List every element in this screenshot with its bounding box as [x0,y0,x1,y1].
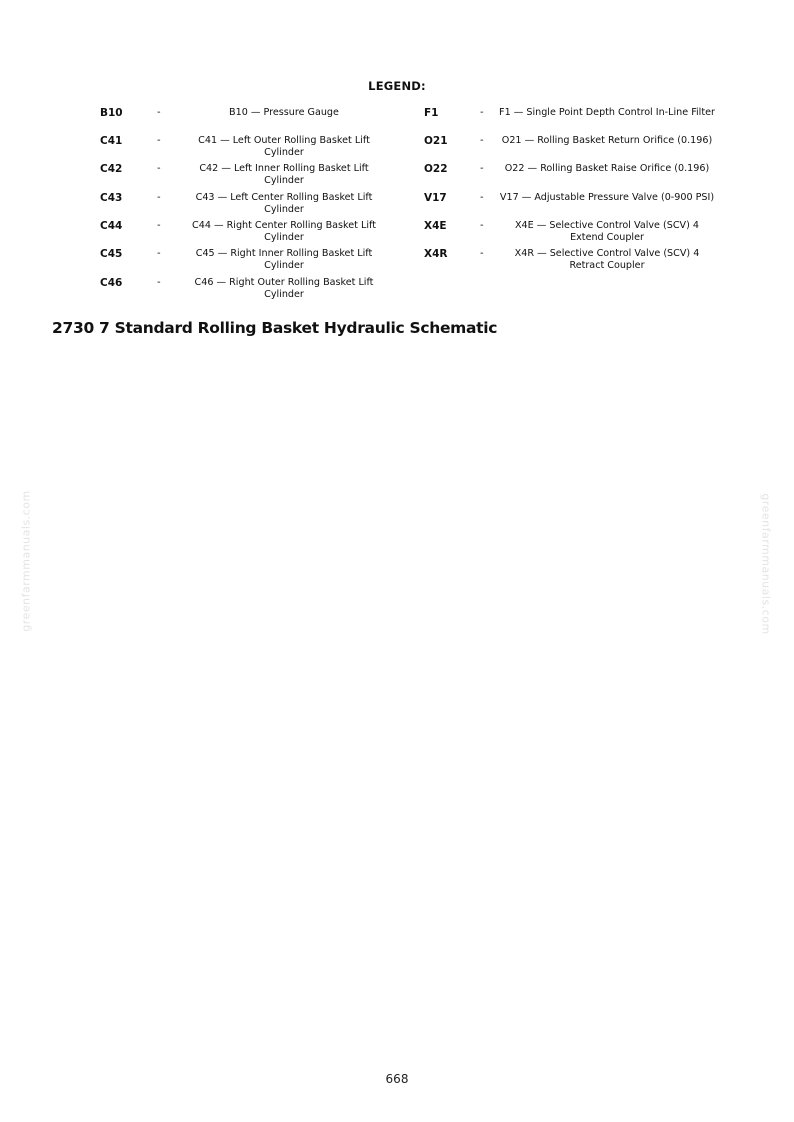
legend-dash: - [157,192,161,203]
legend-description: C41 — Left Outer Rolling Basket Lift Cylinder [198,135,370,158]
legend-description: C45 — Right Inner Rolling Basket Lift Cylinder [195,248,373,271]
legend-code: C42 [100,163,123,175]
legend-code: F1 [424,107,439,119]
legend-code: B10 [100,107,123,119]
legend-code: C44 [100,220,123,232]
legend-dash: - [480,163,484,174]
legend-code: O21 [424,135,448,147]
legend-code: C46 [100,277,123,289]
legend-dash: - [157,163,161,174]
legend-title: LEGEND: [368,79,426,93]
legend-dash: - [157,248,161,259]
legend-row [0,246,794,274]
legend-description: C46 — Right Outer Rolling Basket Lift Cylinder [194,277,374,300]
legend-dash: - [480,248,484,259]
legend-code: V17 [424,192,447,204]
legend-dash: - [480,135,484,146]
legend-description: C44 — Right Center Rolling Basket Lift Cylinder [192,220,376,243]
legend-description: V17 — Adjustable Pressure Valve (0-900 PSI) [499,192,715,203]
legend-dash: - [157,135,161,146]
legend-row [0,218,794,246]
legend-row [0,275,794,303]
legend-dash: - [480,107,484,118]
legend-description: X4E — Selective Control Valve (SCV) 4 Extend Coupler [514,220,700,243]
page-number: 668 [385,1072,409,1086]
legend-description: B10 — Pressure Gauge [229,107,339,118]
legend-code: X4R [424,248,448,260]
legend-dash: - [480,220,484,231]
legend-description: O21 — Rolling Basket Return Orifice (0.196) [501,135,713,146]
legend-dash: - [157,220,161,231]
legend-code: C43 [100,192,123,204]
legend-row [0,105,794,133]
legend-code: C41 [100,135,123,147]
legend-row [0,133,794,161]
legend-row [0,190,794,218]
watermark-left: greenfarmmanuals.com [19,490,33,632]
legend-dash: - [480,192,484,203]
legend-description: O22 — Rolling Basket Raise Orifice (0.196) [504,163,710,174]
watermark-right: greenfarmmanuals.com [759,493,773,635]
section-heading: 2730 7 Standard Rolling Basket Hydraulic Schematic [52,319,498,337]
legend-dash: - [157,107,161,118]
legend-row [0,161,794,189]
legend-description: F1 — Single Point Depth Control In-Line Filter [499,107,715,118]
legend-description: C43 — Left Center Rolling Basket Lift Cylinder [195,192,373,215]
legend-code: O22 [424,163,448,175]
legend-dash: - [157,277,161,288]
legend-description: X4R — Selective Control Valve (SCV) 4 Retract Coupler [514,248,700,271]
legend-code: C45 [100,248,123,260]
legend-description: C42 — Left Inner Rolling Basket Lift Cylinder [199,163,369,186]
legend-code: X4E [424,220,447,232]
